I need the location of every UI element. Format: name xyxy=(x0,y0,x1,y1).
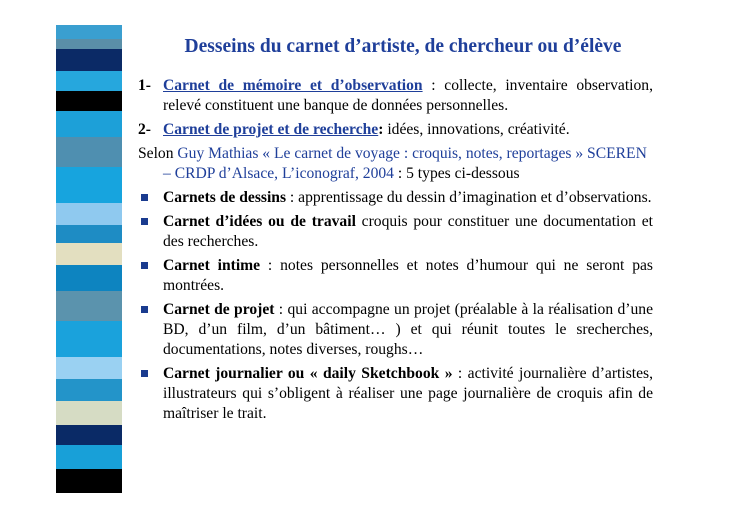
source-citation: Guy Mathias « Le carnet de voyage : croquis, notes, reportages » SCEREN – CRDP d’Alsace, L’iconograf, 2004 xyxy=(163,145,647,182)
stripe xyxy=(56,25,122,39)
stripe xyxy=(56,291,122,321)
bullet-square-icon xyxy=(141,218,148,225)
page-title: Desseins du carnet d’artiste, de chercheur ou d’élève xyxy=(184,36,622,57)
stripe xyxy=(56,39,122,49)
item-number: 2- xyxy=(138,121,151,138)
stripe xyxy=(56,203,122,225)
bullet-heading: Carnet intime xyxy=(163,257,261,274)
bullet-heading: Carnet de projet xyxy=(163,301,275,318)
source-suffix: : 5 types ci-dessous xyxy=(393,165,520,182)
slide-content xyxy=(138,76,653,428)
source-reference xyxy=(138,144,653,184)
stripe xyxy=(56,321,122,357)
stripe xyxy=(56,91,122,111)
stripe xyxy=(56,357,122,379)
bullet-text: : activité journalière d’artistes, illustrateurs qui s’obligent à réaliser une page journalière de croquis afin de maîtriser le trait. xyxy=(163,365,653,422)
bullet-square-icon xyxy=(141,262,148,269)
bullet-item xyxy=(138,188,653,208)
item-2 xyxy=(138,120,653,140)
stripe xyxy=(56,71,122,91)
stripe xyxy=(56,425,122,445)
stripe xyxy=(56,111,122,137)
stripe xyxy=(56,243,122,265)
stripe xyxy=(56,167,122,203)
stripe xyxy=(56,469,122,493)
bullet-square-icon xyxy=(141,306,148,313)
bullet-text: : qui accompagne un projet (préalable à la réalisation d’une BD, d’un film, d’un bâtiment… ) et qui réunit toutes le srecherches, documentations, notes diverses, roughs… xyxy=(163,301,653,358)
source-prefix: Selon xyxy=(138,145,178,162)
item-heading-link[interactable]: Carnet de mémoire et d’observation xyxy=(163,77,423,94)
bullet-item xyxy=(138,364,653,424)
bullet-text: : notes personnelles et notes d’humour qui ne seront pas montrées. xyxy=(163,257,653,294)
stripe xyxy=(56,401,122,425)
item-colon: : xyxy=(378,121,384,138)
stripe xyxy=(56,379,122,401)
bullet-square-icon xyxy=(141,370,148,377)
stripe xyxy=(56,225,122,243)
decorative-stripe-band xyxy=(56,25,122,493)
bullet-item xyxy=(138,300,653,360)
item-text: idées, innovations, créativité. xyxy=(383,121,570,138)
stripe xyxy=(56,49,122,71)
bullet-item xyxy=(138,212,653,252)
stripe xyxy=(56,137,122,167)
item-text: : collecte, inventaire observation, relevé constituent une banque de données personnelles. xyxy=(163,77,653,114)
item-heading-link[interactable]: Carnet de projet et de recherche xyxy=(163,121,379,138)
bullet-heading: Carnets de dessins xyxy=(163,189,287,206)
bullet-square-icon xyxy=(141,194,148,201)
item-1 xyxy=(138,76,653,116)
bullet-heading: Carnet journalier ou « daily Sketchbook » xyxy=(163,365,453,382)
item-number: 1- xyxy=(138,77,151,94)
bullet-item xyxy=(138,256,653,296)
stripe xyxy=(56,265,122,291)
bullet-text: croquis pour constituer une documentation et des recherches. xyxy=(163,213,654,250)
bullet-text: : apprentissage du dessin d’imagination et d’observations. xyxy=(286,189,652,206)
bullet-heading: Carnet d’idées ou de travail xyxy=(163,213,356,230)
stripe xyxy=(56,445,122,469)
